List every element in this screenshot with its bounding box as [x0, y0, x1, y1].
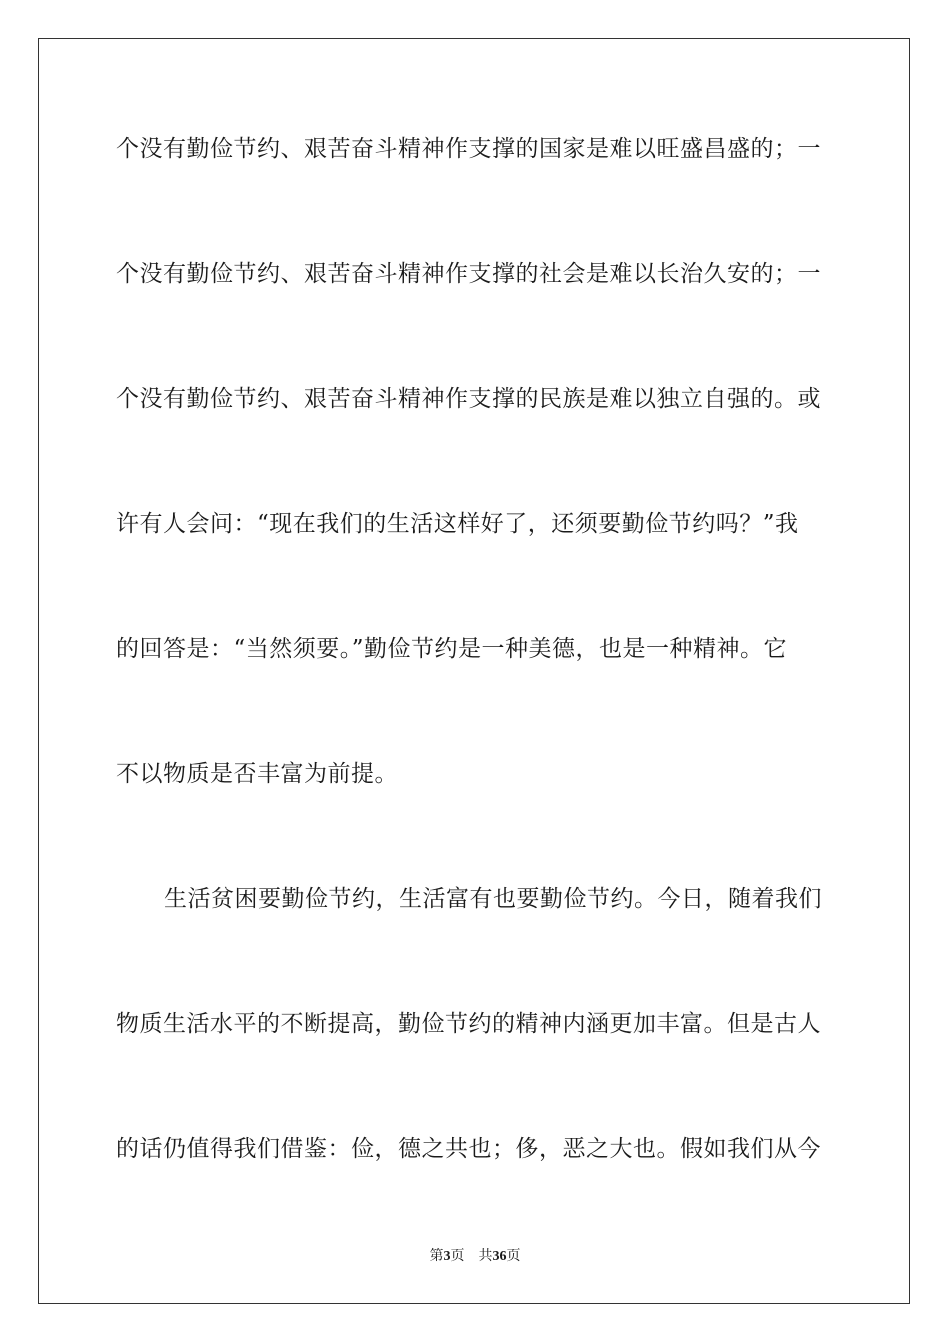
paragraph-first-line: 生活贫困要勤俭节约，生活富有也要勤俭节约。今日，随着我们 — [164, 886, 822, 912]
body-text-line: 个没有勤俭节约、艰苦奋斗精神作支撑的国家是难以旺盛昌盛的；一 — [116, 136, 821, 162]
page-border — [38, 38, 910, 1304]
page-label-suffix: 页 — [450, 1248, 465, 1264]
page-label-prefix: 第 — [429, 1248, 444, 1264]
page-footer — [0, 1247, 950, 1266]
body-text-line: 个没有勤俭节约、艰苦奋斗精神作支撑的民族是难以独立自强的。或 — [116, 386, 821, 412]
total-label-prefix: 共 — [478, 1248, 493, 1264]
body-text-line: 物质生活水平的不断提高，勤俭节约的精神内涵更加丰富。但是古人 — [116, 1011, 821, 1037]
body-text-line: 个没有勤俭节约、艰苦奋斗精神作支撑的社会是难以长治久安的；一 — [116, 261, 821, 287]
body-text-line: 许有人会问：“现在我们的生活这样好了，还须要勤俭节约吗？”我 — [116, 511, 799, 537]
total-label-suffix: 页 — [506, 1248, 521, 1264]
body-text-line: 的话仍值得我们借鉴：俭，德之共也；侈，恶之大也。假如我们从今 — [116, 1136, 821, 1162]
body-text-line: 不以物质是否丰富为前提。 — [116, 761, 398, 787]
body-text-line: 的回答是：“当然须要。”勤俭节约是一种美德，也是一种精神。它 — [116, 636, 788, 662]
current-page-number: 3 — [443, 1249, 451, 1264]
total-pages-number: 36 — [492, 1249, 507, 1264]
